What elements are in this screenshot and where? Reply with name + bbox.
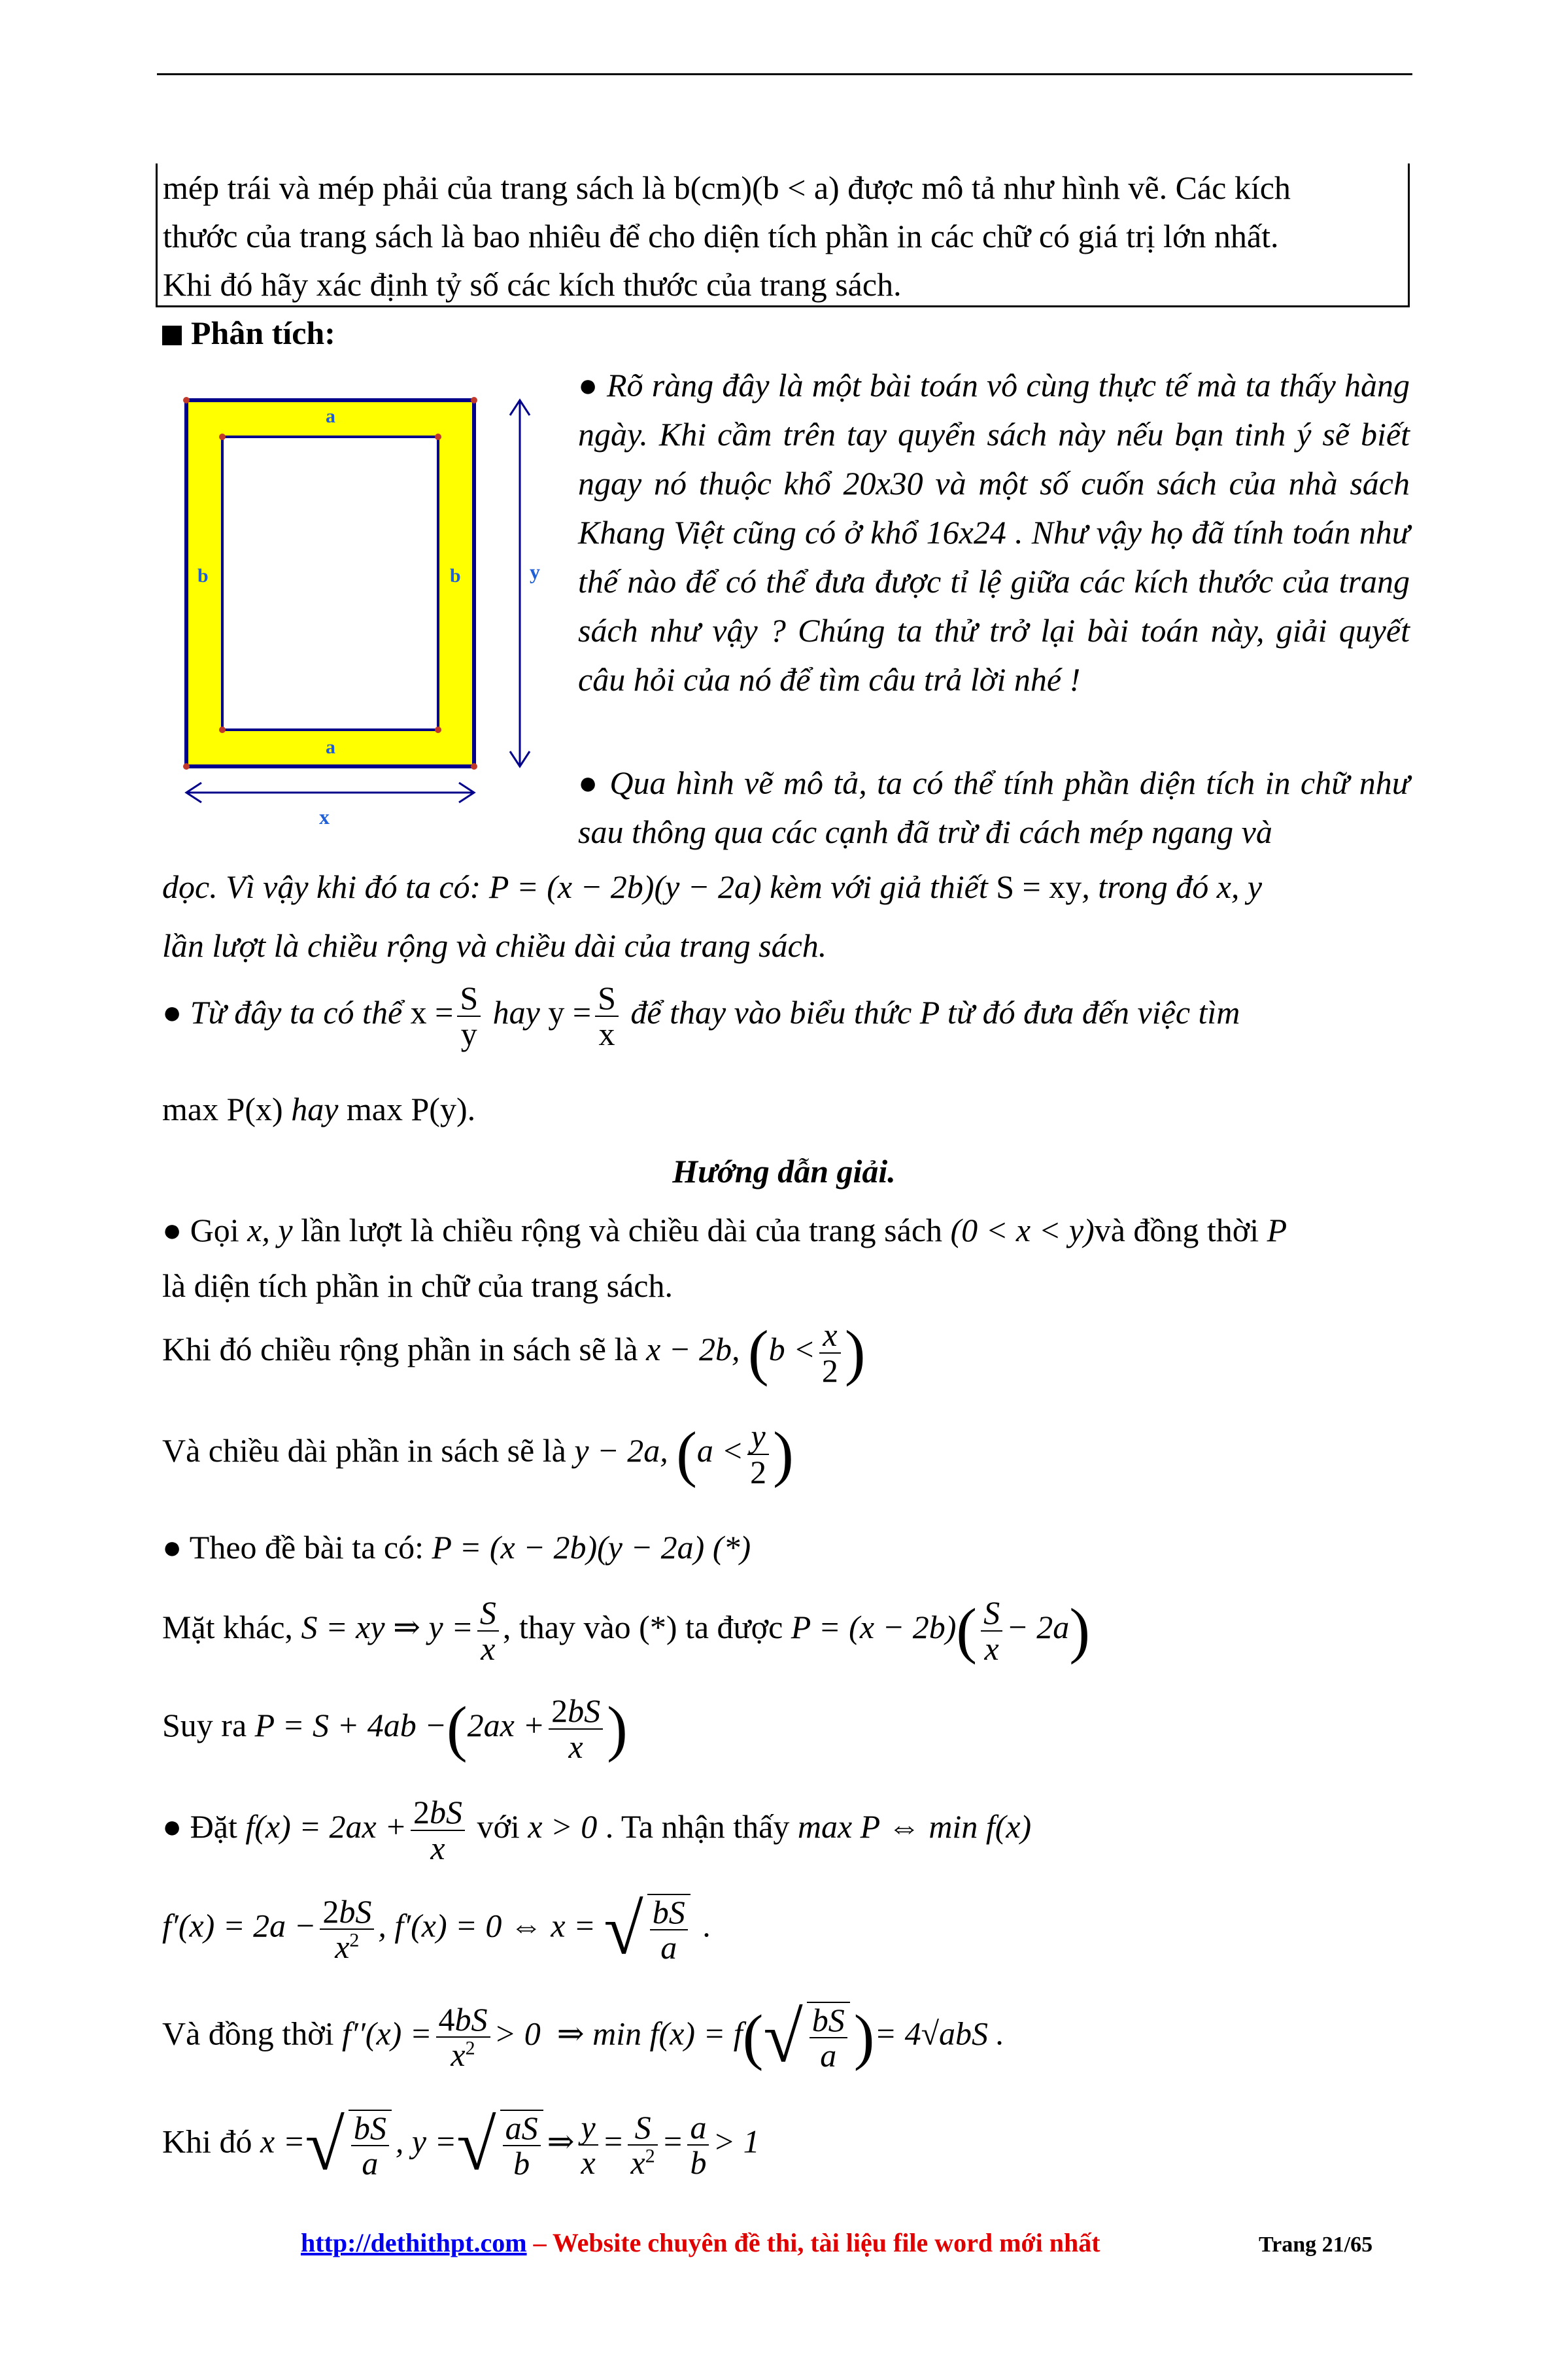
solution-line-5: ● Theo đề bài ta có: P = (x − 2b)(y − 2a) (*) <box>162 1529 751 1566</box>
page-number: Trang 21/65 <box>1259 2233 1373 2257</box>
problem-line-1: mép trái và mép phải của trang sách là b(cm)(b < a) được mô tả như hình vẽ. Các kích <box>163 169 1291 206</box>
header-rule <box>157 73 1412 75</box>
label-x: x <box>319 805 330 829</box>
solution-title: Hướng dẫn giải. <box>672 1153 896 1190</box>
label-y: y <box>530 560 540 583</box>
problem-line-3: Khi đó hãy xác định tỷ số các kích thước của trang sách. <box>163 266 902 303</box>
footer: http://dethithpt.com – Website chuyên đề thi, tài liệu file word mới nhất <box>301 2228 1100 2257</box>
solution-line-3: Khi đó chiều rộng phần in sách sẽ là x − 2b, (b < $\frac{x}{2}$ ) <box>162 1316 866 1389</box>
label-b-left: b <box>197 565 209 587</box>
footer-text: Website chuyên đề thi, tài liệu file word mới nhất <box>552 2228 1100 2257</box>
analysis-para-4: max P(x) hay max P(y). <box>162 1091 476 1127</box>
solution-line-7: Suy ra P = S + 4ab −(2ax + $\frac{2bS}{x}$ ) <box>162 1692 628 1765</box>
analysis-para-1: ● Rõ ràng đây là một bài toán vô cùng thực tế mà ta thấy hàng ngày. Khi cầm trên tay quyển sách này nếu bạn tinh ý sẽ biết ngay nó thuộc khổ 20x30 và một số cuốn sách của nhà sách Khang Việt cũng có ở khổ 16x24 . Như vậy họ đã tính toán như thế nào để có thể đưa được tỉ lệ giữa các kích thước của trang sách như vậy ? Chúng ta thử trở lại bài toán này, giải quyết câu hỏi của nó để tìm câu trả lời nhé ! <box>578 367 1410 698</box>
label-a-bottom: a <box>326 736 335 758</box>
solution-line-6: Mặt khác, S = xy ⇒ y = $\frac{S}{x}$ , thay vào (*) ta được P = (x − 2b)( $\frac{S}{x}$ − 2a) <box>162 1594 1090 1667</box>
analysis-para-2a: ● Qua hình vẽ mô tả, ta có thể tính phần diện tích in chữ như sau thông qua các cạnh đã trừ đi cách mép ngang và <box>578 764 1410 850</box>
page-figure <box>177 386 569 844</box>
analysis-para-3: ● Từ đây ta có thể x = $\frac{S}{y}$ hay y = $\frac{S}{x}$ để thay vào biểu thức P từ đó đưa đến việc tìm <box>162 980 1240 1052</box>
label-b-right: b <box>450 565 461 587</box>
analysis-para-2b: dọc. Vì vậy khi đó ta có: P = (x − 2b)(y − 2a) kèm với giả thiết S = xy, trong đó x, y <box>162 868 1263 905</box>
problem-line-2: thước của trang sách là bao nhiêu để cho diện tích phần in các chữ có giá trị lớn nhất. <box>163 218 1279 254</box>
label-a-top: a <box>326 405 335 427</box>
problem-box <box>156 163 1410 307</box>
solution-line-9: f′(x) = 2a − $\frac{2bS}{x^2}$ , f′(x) = 0 ⇔ x = √ $\frac{bS}{a}$ . <box>162 1889 711 1969</box>
footer-link[interactable]: http://dethithpt.com <box>301 2228 527 2257</box>
solution-line-4: Và chiều dài phần in sách sẽ là y − 2a, (a < $\frac{y}{2}$ ) <box>162 1418 794 1490</box>
solution-line-11: Khi đó x =√ $\frac{bS}{a}$ , y =√ $\frac{aS}{b}$ ⇒ $\frac{y}{x}$ = $\frac{S}{x^2}$ = $\frac{a}{b}$ > 1 <box>162 2105 760 2185</box>
square-bullet-icon <box>162 326 182 345</box>
solution-line-10: Và đồng thời f′′(x) = $\frac{4bS}{x^2}$ > 0 ⇒ min f(x) = f(√ $\frac{bS}{a}$ )= 4√abS . <box>162 1997 1005 2077</box>
solution-line-8: ● Đặt f(x) = 2ax + $\frac{2bS}{x}$ với x > 0 . Ta nhận thấy max P ⇔ min f(x) <box>162 1794 1032 1866</box>
analysis-heading: Phân tích: <box>162 313 335 354</box>
print-area-rect <box>222 437 438 730</box>
analysis-para-2c: lần lượt là chiều rộng và chiều dài của trang sách. <box>162 927 827 964</box>
solution-line-1: ● Gọi x, y lần lượt là chiều rộng và chiều dài của trang sách (0 < x < y)và đồng thời P <box>162 1212 1287 1248</box>
solution-line-2: là diện tích phần in chữ của trang sách. <box>162 1267 673 1304</box>
